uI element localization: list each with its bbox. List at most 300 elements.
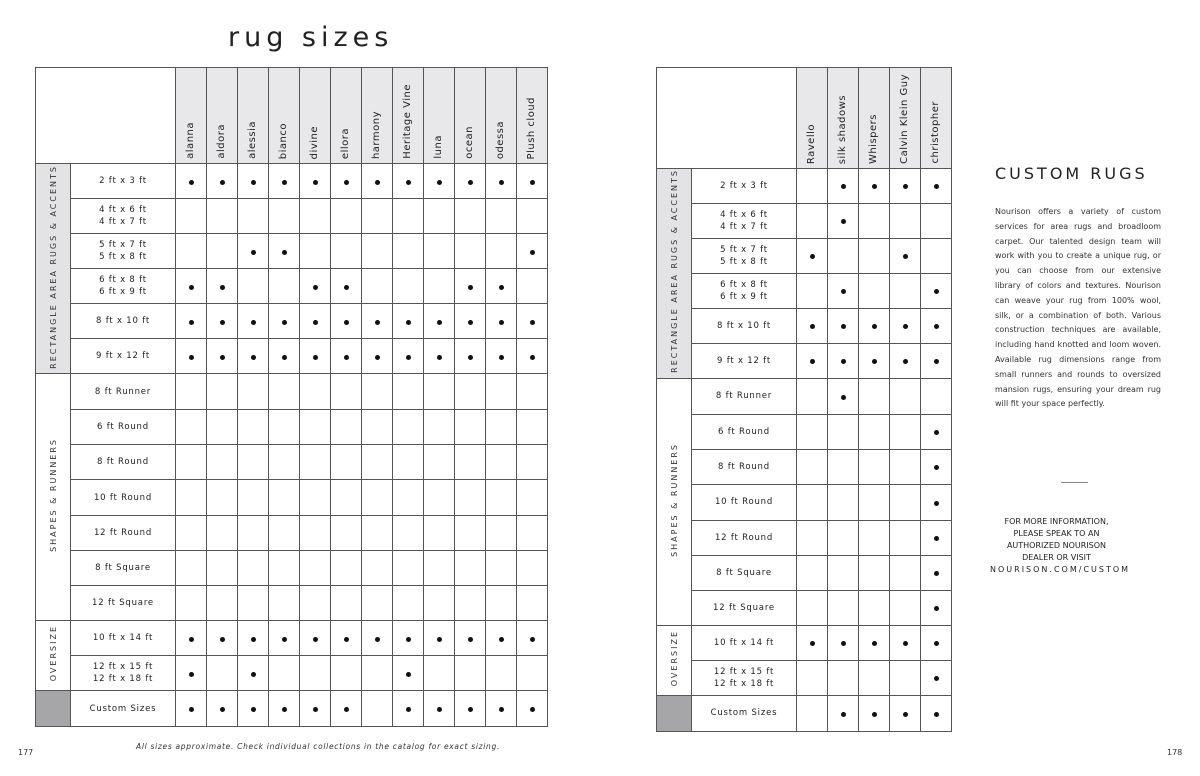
availability-dot <box>903 359 908 364</box>
availability-cell <box>207 551 238 586</box>
availability-cell <box>269 234 300 269</box>
availability-dot <box>903 254 908 259</box>
availability-cell <box>921 238 952 273</box>
availability-cell <box>424 234 455 269</box>
availability-cell <box>362 516 393 551</box>
availability-cell <box>455 516 486 551</box>
availability-cell <box>238 410 269 445</box>
availability-dot <box>220 355 225 360</box>
page-number-left: 177 <box>18 748 34 757</box>
availability-cell <box>517 586 548 621</box>
availability-dot <box>934 571 939 576</box>
table-row <box>657 695 952 731</box>
availability-cell <box>362 199 393 234</box>
availability-cell <box>300 445 331 480</box>
availability-cell <box>921 343 952 378</box>
availability-cell <box>176 410 207 445</box>
collection-header <box>890 68 921 169</box>
availability-cell <box>828 273 859 308</box>
availability-cell <box>797 308 828 343</box>
availability-cell <box>176 551 207 586</box>
availability-dot <box>437 637 442 642</box>
group-label-oversize <box>36 621 71 691</box>
collection-name: harmony <box>371 110 382 159</box>
availability-cell <box>176 586 207 621</box>
availability-cell <box>269 551 300 586</box>
availability-cell <box>921 203 952 238</box>
availability-cell <box>486 234 517 269</box>
availability-cell <box>890 238 921 273</box>
availability-cell <box>300 339 331 374</box>
availability-cell <box>176 304 207 339</box>
availability-cell <box>269 269 300 304</box>
availability-cell <box>517 199 548 234</box>
availability-cell <box>797 555 828 590</box>
page-number-right: 178 <box>1167 748 1183 757</box>
availability-cell <box>424 621 455 656</box>
availability-cell <box>362 551 393 586</box>
availability-cell <box>486 339 517 374</box>
availability-dot <box>406 180 411 185</box>
collection-header <box>269 68 300 164</box>
availability-cell <box>486 269 517 304</box>
page-title: rug sizes <box>228 22 394 53</box>
availability-cell <box>424 374 455 410</box>
availability-dot <box>903 712 908 717</box>
availability-cell <box>331 621 362 656</box>
table-row <box>36 551 548 586</box>
availability-dot <box>344 637 349 642</box>
availability-dot <box>934 289 939 294</box>
availability-cell <box>300 480 331 516</box>
size-label: 2 ft x 3 ft <box>71 164 176 199</box>
availability-cell <box>797 414 828 449</box>
availability-dot <box>934 712 939 717</box>
availability-dot <box>375 355 380 360</box>
availability-dot <box>313 637 318 642</box>
table-row <box>657 625 952 660</box>
availability-cell <box>828 414 859 449</box>
availability-cell <box>393 516 424 551</box>
availability-dot <box>499 285 504 290</box>
availability-cell <box>424 304 455 339</box>
availability-dot <box>841 184 846 189</box>
info-line: DEALER OR VISIT <box>1022 553 1091 562</box>
availability-cell <box>455 445 486 480</box>
size-label: 10 ft Round <box>71 480 176 516</box>
availability-cell <box>890 203 921 238</box>
table-row <box>36 234 548 269</box>
table-row <box>657 168 952 203</box>
availability-dot <box>810 254 815 259</box>
size-label: 8 ft Runner <box>71 374 176 410</box>
group-label-custom <box>36 691 71 727</box>
availability-cell <box>486 304 517 339</box>
availability-dot <box>282 707 287 712</box>
availability-dot <box>313 355 318 360</box>
availability-cell <box>797 343 828 378</box>
custom-url: NOURISON.COM/CUSTOM <box>990 565 1131 574</box>
size-label: 4 ft x 6 ft 4 ft x 7 ft <box>71 199 176 234</box>
collection-header <box>207 68 238 164</box>
group-label-text: OVERSIZE <box>48 625 58 682</box>
availability-cell <box>797 449 828 484</box>
availability-cell <box>797 273 828 308</box>
availability-dot <box>934 465 939 470</box>
availability-cell <box>859 449 890 484</box>
availability-cell <box>890 414 921 449</box>
availability-cell <box>176 656 207 691</box>
availability-cell <box>797 695 828 731</box>
availability-cell <box>207 234 238 269</box>
availability-dot <box>437 180 442 185</box>
availability-cell <box>797 484 828 520</box>
availability-cell <box>486 586 517 621</box>
size-label: 12 ft x 15 ft 12 ft x 18 ft <box>692 660 797 695</box>
collection-name: alessia <box>247 121 258 159</box>
availability-dot <box>934 324 939 329</box>
availability-cell <box>859 203 890 238</box>
availability-cell <box>176 164 207 199</box>
collection-header <box>176 68 207 164</box>
availability-cell <box>207 445 238 480</box>
availability-cell <box>455 691 486 727</box>
table-row <box>36 480 548 516</box>
availability-cell <box>393 199 424 234</box>
availability-cell <box>269 164 300 199</box>
availability-cell <box>207 374 238 410</box>
availability-dot <box>841 359 846 364</box>
availability-dot <box>841 324 846 329</box>
availability-cell <box>486 551 517 586</box>
availability-dot <box>872 184 877 189</box>
availability-cell <box>207 691 238 727</box>
availability-cell <box>207 656 238 691</box>
availability-cell <box>921 168 952 203</box>
table-row <box>657 203 952 238</box>
group-label-text: RECTANGLE AREA RUGS & ACCENTS <box>669 169 679 374</box>
availability-cell <box>238 586 269 621</box>
availability-cell <box>517 480 548 516</box>
collection-name: Whispers <box>868 113 879 164</box>
availability-cell <box>207 304 238 339</box>
availability-cell <box>331 410 362 445</box>
size-label: 12 ft Square <box>692 590 797 625</box>
availability-cell <box>859 238 890 273</box>
availability-cell <box>828 695 859 731</box>
size-label: 2 ft x 3 ft <box>692 168 797 203</box>
availability-cell <box>393 586 424 621</box>
table-row <box>36 304 548 339</box>
availability-cell <box>828 625 859 660</box>
size-label: 12 ft x 15 ft 12 ft x 18 ft <box>71 656 176 691</box>
availability-cell <box>393 304 424 339</box>
availability-dot <box>251 637 256 642</box>
availability-cell <box>424 551 455 586</box>
availability-cell <box>300 304 331 339</box>
table-corner <box>657 68 797 169</box>
availability-cell <box>517 234 548 269</box>
availability-cell <box>331 691 362 727</box>
collection-name: luna <box>433 135 444 159</box>
availability-dot <box>810 324 815 329</box>
availability-dot <box>934 184 939 189</box>
availability-cell <box>859 273 890 308</box>
availability-cell <box>393 445 424 480</box>
availability-dot <box>934 641 939 646</box>
table-row <box>657 590 952 625</box>
availability-dot <box>344 355 349 360</box>
table-row <box>657 414 952 449</box>
availability-cell <box>393 164 424 199</box>
availability-cell <box>331 374 362 410</box>
size-label: 8 ft Round <box>71 445 176 480</box>
availability-cell <box>300 656 331 691</box>
size-label: 8 ft Round <box>692 449 797 484</box>
availability-cell <box>269 691 300 727</box>
availability-dot <box>375 320 380 325</box>
availability-cell <box>300 374 331 410</box>
availability-cell <box>828 203 859 238</box>
group-label-rect <box>657 168 692 378</box>
collection-header <box>517 68 548 164</box>
availability-cell <box>890 555 921 590</box>
availability-dot <box>530 320 535 325</box>
availability-dot <box>499 707 504 712</box>
availability-cell <box>424 410 455 445</box>
availability-cell <box>455 199 486 234</box>
availability-cell <box>393 234 424 269</box>
availability-dot <box>872 641 877 646</box>
size-label: 8 ft Runner <box>692 378 797 414</box>
availability-dot <box>406 672 411 677</box>
availability-cell <box>455 656 486 691</box>
availability-cell <box>331 551 362 586</box>
availability-cell <box>890 378 921 414</box>
collection-name: silk shadows <box>837 94 848 164</box>
availability-dot <box>251 320 256 325</box>
collection-name: Plush cloud <box>526 96 537 159</box>
group-label-custom <box>657 695 692 731</box>
availability-cell <box>828 343 859 378</box>
availability-dot <box>282 250 287 255</box>
availability-cell <box>517 339 548 374</box>
availability-cell <box>331 480 362 516</box>
collection-name: divine <box>309 125 320 159</box>
availability-cell <box>176 480 207 516</box>
availability-dot <box>903 641 908 646</box>
size-label: 12 ft Round <box>71 516 176 551</box>
table-row <box>36 199 548 234</box>
availability-cell <box>176 445 207 480</box>
group-label-rect <box>36 164 71 374</box>
availability-cell <box>859 343 890 378</box>
availability-cell <box>393 621 424 656</box>
availability-cell <box>859 520 890 555</box>
size-label: 6 ft Round <box>692 414 797 449</box>
availability-cell <box>393 691 424 727</box>
availability-cell <box>176 374 207 410</box>
availability-cell <box>890 520 921 555</box>
availability-dot <box>530 637 535 642</box>
availability-dot <box>189 355 194 360</box>
availability-cell <box>207 199 238 234</box>
availability-cell <box>176 516 207 551</box>
availability-cell <box>828 590 859 625</box>
availability-cell <box>890 168 921 203</box>
availability-cell <box>455 410 486 445</box>
availability-dot <box>189 320 194 325</box>
availability-cell <box>455 480 486 516</box>
table-row <box>36 374 548 410</box>
availability-cell <box>424 199 455 234</box>
availability-cell <box>238 374 269 410</box>
availability-cell <box>238 691 269 727</box>
size-label: 6 ft Round <box>71 410 176 445</box>
availability-cell <box>517 691 548 727</box>
availability-cell <box>890 449 921 484</box>
collection-header <box>921 68 952 169</box>
availability-cell <box>238 164 269 199</box>
availability-cell <box>486 480 517 516</box>
availability-cell <box>890 484 921 520</box>
collection-name: aldora <box>216 124 227 159</box>
availability-cell <box>828 378 859 414</box>
availability-dot <box>220 707 225 712</box>
table-row <box>36 445 548 480</box>
table-row <box>657 520 952 555</box>
table-row <box>36 339 548 374</box>
availability-dot <box>282 180 287 185</box>
availability-dot <box>282 637 287 642</box>
availability-cell <box>455 621 486 656</box>
availability-cell <box>393 656 424 691</box>
collection-header <box>455 68 486 164</box>
availability-cell <box>486 445 517 480</box>
availability-cell <box>300 516 331 551</box>
size-label: 8 ft Square <box>71 551 176 586</box>
availability-cell <box>269 445 300 480</box>
availability-cell <box>486 374 517 410</box>
availability-cell <box>362 656 393 691</box>
availability-cell <box>207 480 238 516</box>
availability-cell <box>393 374 424 410</box>
right-size-table <box>656 67 952 732</box>
availability-dot <box>934 536 939 541</box>
availability-cell <box>269 410 300 445</box>
availability-dot <box>313 180 318 185</box>
collection-header <box>300 68 331 164</box>
availability-cell <box>797 660 828 695</box>
availability-dot <box>934 501 939 506</box>
availability-dot <box>251 707 256 712</box>
availability-cell <box>424 656 455 691</box>
availability-dot <box>437 320 442 325</box>
availability-cell <box>455 586 486 621</box>
table-row <box>657 484 952 520</box>
table-row <box>36 516 548 551</box>
availability-cell <box>890 343 921 378</box>
availability-cell <box>486 691 517 727</box>
availability-dot <box>251 672 256 677</box>
availability-dot <box>499 355 504 360</box>
availability-cell <box>300 551 331 586</box>
availability-dot <box>468 637 473 642</box>
availability-cell <box>859 660 890 695</box>
availability-cell <box>207 164 238 199</box>
availability-cell <box>269 656 300 691</box>
table-row <box>657 555 952 590</box>
availability-cell <box>828 660 859 695</box>
availability-cell <box>393 410 424 445</box>
availability-cell <box>176 269 207 304</box>
availability-cell <box>921 414 952 449</box>
custom-rugs-body: Nourison offers a variety of custom services for area rugs and broadloom carpet. Our talented design team will work with you to create a unique rug, or you can choose from our extensive library of colors and textures. Nourison can weave your rug from 100% wool, silk, or a combination of both. Various construction techniques are available, including hand knotted and loom woven. Available rug dimensions range from small runners and rounds to oversized mansion rugs, ensuring your dream rug will fit your space perfectly. <box>995 207 1161 409</box>
size-label: 10 ft x 14 ft <box>692 625 797 660</box>
group-label-text: SHAPES & RUNNERS <box>48 438 58 552</box>
availability-cell <box>269 586 300 621</box>
availability-dot <box>220 285 225 290</box>
availability-cell <box>424 586 455 621</box>
availability-dot <box>406 355 411 360</box>
availability-cell <box>331 339 362 374</box>
availability-cell <box>362 304 393 339</box>
availability-dot <box>872 359 877 364</box>
size-label: 12 ft Square <box>71 586 176 621</box>
availability-cell <box>890 308 921 343</box>
availability-cell <box>859 590 890 625</box>
size-label: 5 ft x 7 ft 5 ft x 8 ft <box>71 234 176 269</box>
availability-dot <box>344 707 349 712</box>
size-label: 8 ft Square <box>692 555 797 590</box>
availability-cell <box>828 308 859 343</box>
collection-header <box>362 68 393 164</box>
size-label: 8 ft x 10 ft <box>71 304 176 339</box>
size-label: 5 ft x 7 ft 5 ft x 8 ft <box>692 238 797 273</box>
availability-cell <box>517 621 548 656</box>
availability-cell <box>362 269 393 304</box>
availability-cell <box>300 164 331 199</box>
availability-cell <box>176 199 207 234</box>
collection-header <box>486 68 517 164</box>
table-row <box>36 410 548 445</box>
availability-cell <box>921 449 952 484</box>
divider <box>1061 482 1088 483</box>
group-label-oversize <box>657 625 692 695</box>
footnote: All sizes approximate. Check individual collections in the catalog for exact sizing. <box>136 742 501 751</box>
availability-dot <box>344 320 349 325</box>
availability-dot <box>872 712 877 717</box>
availability-cell <box>797 203 828 238</box>
availability-dot <box>251 180 256 185</box>
availability-cell <box>207 586 238 621</box>
availability-cell <box>797 238 828 273</box>
table-row <box>657 449 952 484</box>
availability-dot <box>530 250 535 255</box>
availability-cell <box>921 484 952 520</box>
table-row <box>657 343 952 378</box>
table-row <box>36 164 548 199</box>
table-row <box>657 273 952 308</box>
availability-cell <box>859 414 890 449</box>
more-info <box>990 516 1131 576</box>
availability-cell <box>207 516 238 551</box>
availability-dot <box>189 637 194 642</box>
availability-dot <box>468 320 473 325</box>
availability-cell <box>424 339 455 374</box>
availability-dot <box>934 359 939 364</box>
availability-cell <box>455 551 486 586</box>
